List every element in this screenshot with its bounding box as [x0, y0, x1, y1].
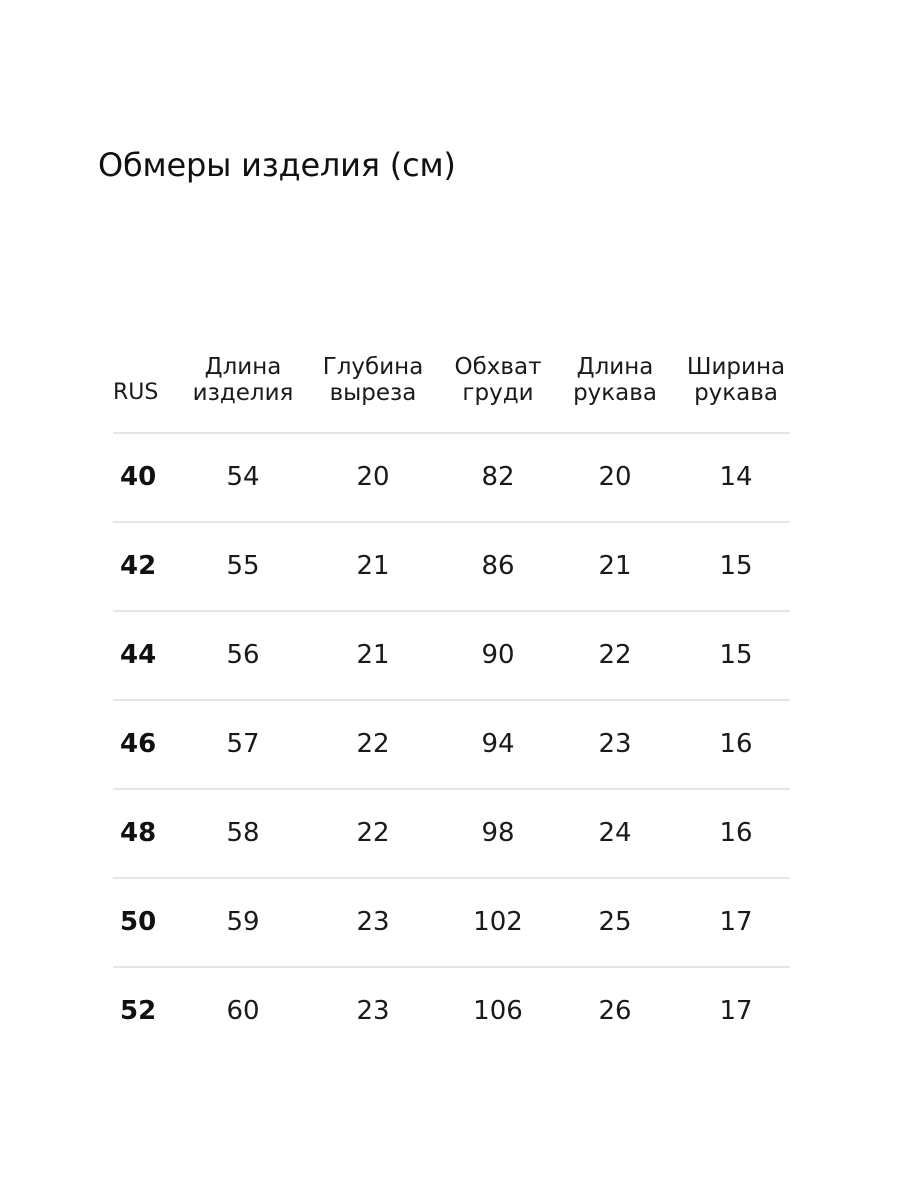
neck-depth-cell: 20	[356, 462, 390, 492]
sleeve-width-cell: 17	[719, 907, 753, 937]
size-cell: 48	[120, 818, 157, 848]
header-label: Длина	[576, 354, 654, 380]
header-label: изделия	[192, 380, 294, 406]
size-cell: 44	[120, 640, 157, 670]
header-rus	[113, 380, 158, 406]
header-chest	[438, 354, 558, 406]
length-cell: 58	[226, 818, 260, 848]
sleeve-width-cell: 17	[719, 996, 753, 1026]
chest-cell: 102	[473, 907, 523, 937]
sleeve-length-cell: 20	[598, 462, 632, 492]
size-table	[113, 340, 790, 1055]
table-row	[113, 434, 790, 521]
header-label: Глубина	[322, 354, 424, 380]
neck-depth-cell: 23	[356, 907, 390, 937]
sleeve-length-cell: 26	[598, 996, 632, 1026]
neck-depth-cell: 22	[356, 818, 390, 848]
sleeve-length-cell: 22	[598, 640, 632, 670]
sleeve-length-cell: 25	[598, 907, 632, 937]
neck-depth-cell: 21	[356, 551, 390, 581]
header-neck-depth	[313, 354, 433, 406]
table-header	[113, 340, 790, 432]
neck-depth-cell: 22	[356, 729, 390, 759]
length-cell: 55	[226, 551, 260, 581]
header-sleeve-width	[676, 354, 796, 406]
length-cell: 59	[226, 907, 260, 937]
length-cell: 60	[226, 996, 260, 1026]
table-row	[113, 968, 790, 1055]
header-label: Обхват	[454, 354, 542, 380]
header-sleeve-length	[555, 354, 675, 406]
table-row	[113, 790, 790, 877]
neck-depth-cell: 21	[356, 640, 390, 670]
chest-cell: 90	[481, 640, 515, 670]
size-cell: 50	[120, 907, 157, 937]
chest-cell: 98	[481, 818, 515, 848]
length-cell: 54	[226, 462, 260, 492]
sleeve-width-cell: 16	[719, 818, 753, 848]
header-label: груди	[462, 380, 534, 406]
chest-cell: 86	[481, 551, 515, 581]
chest-cell: 94	[481, 729, 515, 759]
sleeve-length-cell: 23	[598, 729, 632, 759]
sleeve-length-cell: 24	[598, 818, 632, 848]
chest-cell: 106	[473, 996, 523, 1026]
header-label: Ширина	[686, 354, 786, 380]
sleeve-length-cell: 21	[598, 551, 632, 581]
neck-depth-cell: 23	[356, 996, 390, 1026]
sleeve-width-cell: 15	[719, 551, 753, 581]
chest-cell: 82	[481, 462, 515, 492]
size-cell: 40	[120, 462, 157, 492]
sleeve-width-cell: 16	[719, 729, 753, 759]
sleeve-width-cell: 14	[719, 462, 753, 492]
page-title: Обмеры изделия (см)	[98, 146, 456, 184]
header-label: Длина	[204, 354, 282, 380]
size-cell: 46	[120, 729, 157, 759]
table-row	[113, 523, 790, 610]
header-length	[183, 354, 303, 406]
size-cell: 42	[120, 551, 157, 581]
header-label: RUS	[113, 380, 159, 405]
header-label: рукава	[694, 380, 778, 406]
size-cell: 52	[120, 996, 157, 1026]
header-label: выреза	[329, 380, 417, 406]
table-row	[113, 701, 790, 788]
header-label: рукава	[573, 380, 657, 406]
length-cell: 56	[226, 640, 260, 670]
table-row	[113, 612, 790, 699]
sleeve-width-cell: 15	[719, 640, 753, 670]
length-cell: 57	[226, 729, 260, 759]
table-row	[113, 879, 790, 966]
